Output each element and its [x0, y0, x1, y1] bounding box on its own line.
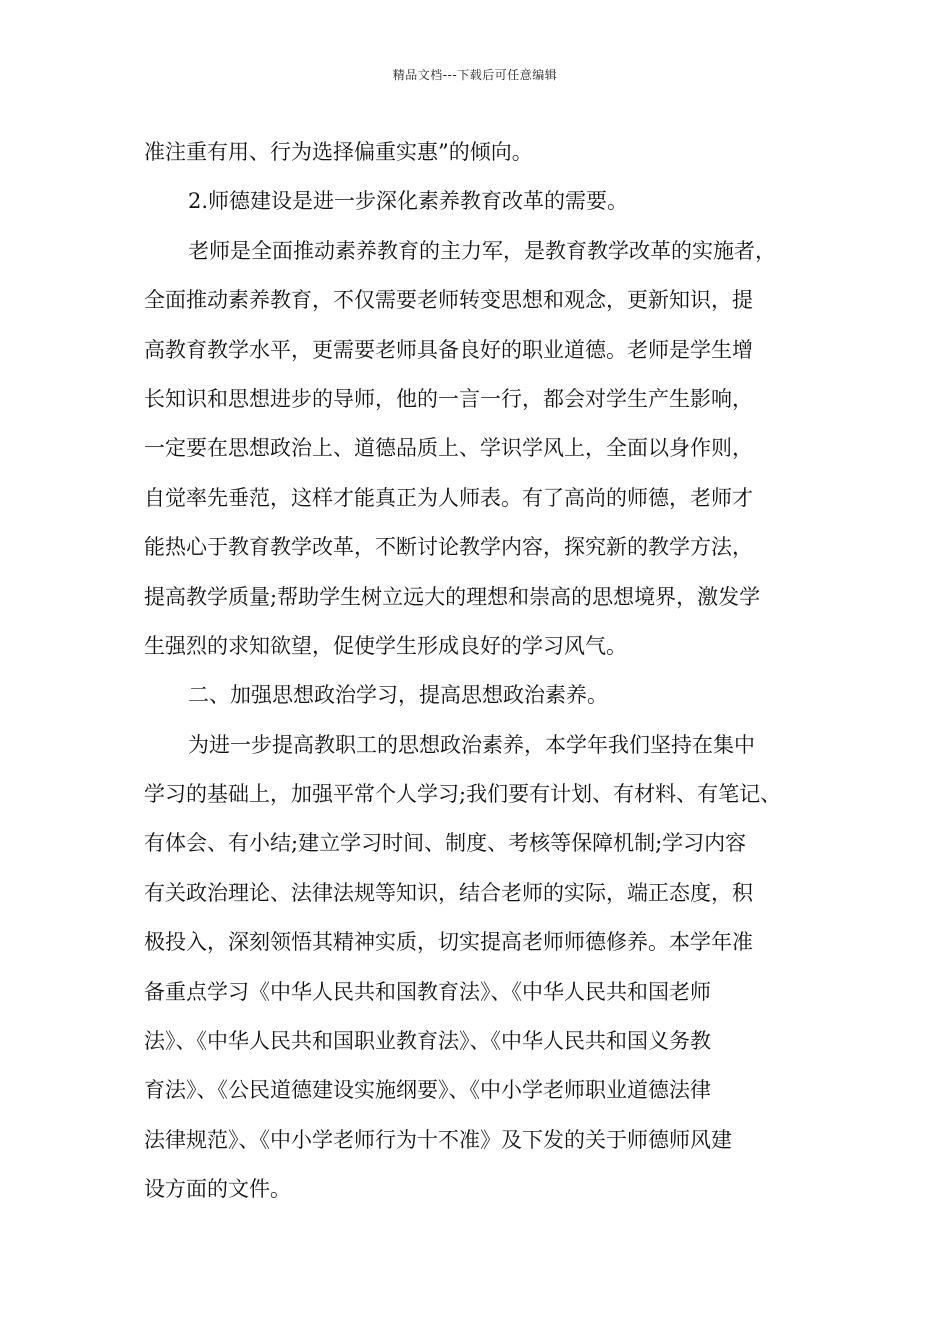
text-line: 一定要在思想政治上、道德品质上、学识学风上，全面以身作则， — [144, 436, 753, 461]
text-line: 提高教学质量;帮助学生树立远大的理想和崇高的思想境界，激发学 — [144, 584, 761, 609]
text-line: 2.师德建设是进一步深化素养教育改革的需要。 — [188, 189, 629, 214]
text-line: 老师是全面推动素养教育的主力军，是教育教学改革的实施者， — [188, 238, 776, 263]
text-line: 自觉率先垂范，这样才能真正为人师表。有了高尚的师德，老师才 — [144, 485, 753, 510]
text-line: 法律规范》、《中小学老师行为十不准》及下发的关于师德师风建 — [144, 1127, 732, 1152]
text-line: 学习的基础上，加强平常个人学习;我们要有计划、有材料、有笔记、 — [144, 782, 782, 807]
text-line: 有关政治理论、法律法规等知识，结合老师的实际，端正态度，积 — [144, 880, 753, 905]
text-line: 设方面的文件。 — [144, 1177, 291, 1202]
text-line: 有体会、有小结;建立学习时间、制度、考核等保障机制;学习内容 — [144, 831, 747, 856]
text-line: 备重点学习《中华人民共和国教育法》、《中华人民共和国老师 — [144, 979, 711, 1004]
text-line: 生强烈的求知欲望，促使学生形成良好的学习风气。 — [144, 633, 627, 658]
text-line: 为进一步提高教职工的思想政治素养，本学年我们坚持在集中 — [188, 732, 755, 757]
text-line: 高教育教学水平，更需要老师具备良好的职业道德。老师是学生增 — [144, 337, 753, 362]
page-header: 精品文档---下载后可任意编辑 — [392, 68, 558, 82]
text-line: 法》、《中华人民共和国职业教育法》、《中华人民共和国义务教 — [144, 1029, 711, 1054]
text-line: 准注重有用、行为选择偏重实惠”的倾向。 — [144, 140, 533, 164]
text-line: 长知识和思想进步的导师，他的一言一行，都会对学生产生影响， — [144, 386, 753, 411]
text-line: 二、加强思想政治学习，提高思想政治素养。 — [188, 683, 608, 708]
text-line: 极投入，深刻领悟其精神实质，切实提高老师师德修养。本学年准 — [144, 930, 753, 955]
text-line: 全面推动素养教育，不仅需要老师转变思想和观念，更新知识，提 — [144, 288, 753, 313]
document-body — [144, 128, 812, 1215]
text-line: 能热心于教育教学改革，不断讨论教学内容，探究新的教学方法， — [144, 535, 753, 560]
text-line: 育法》、《公民道德建设实施纲要》、《中小学老师职业道德法律 — [144, 1078, 711, 1103]
